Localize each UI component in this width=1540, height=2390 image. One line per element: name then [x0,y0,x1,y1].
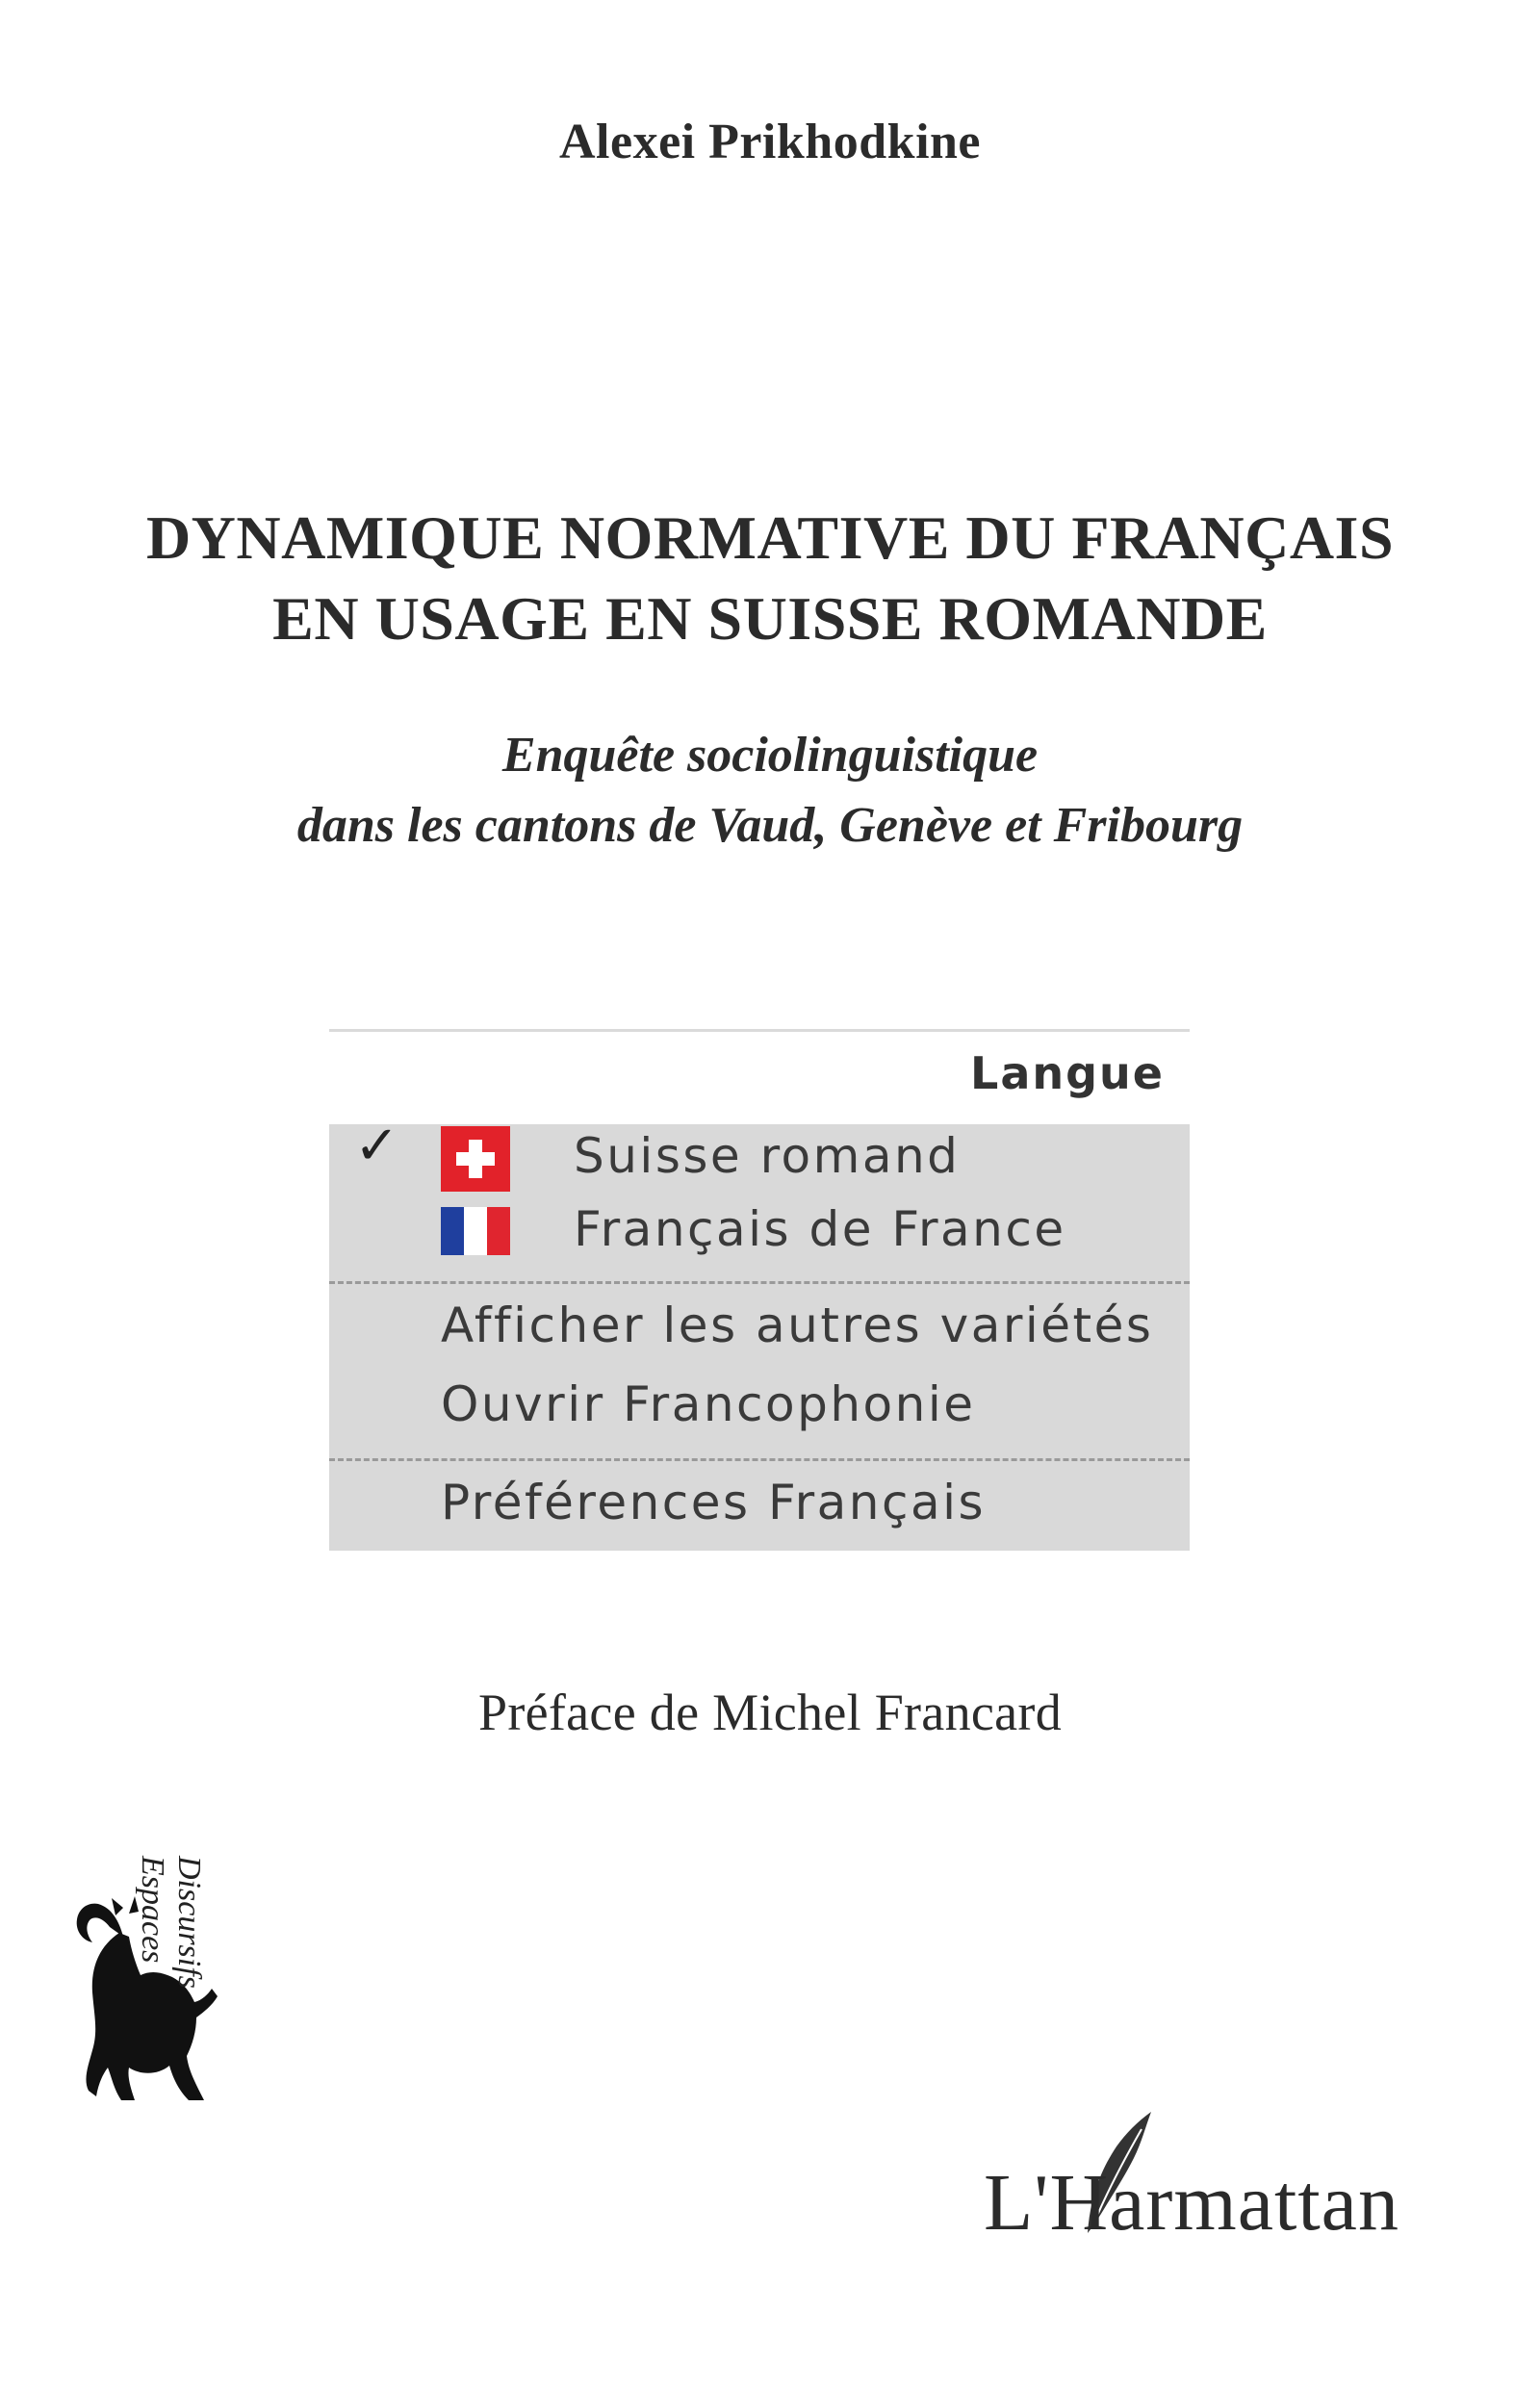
subtitle-line-2: dans les cantons de Vaud, Genève et Fribourg [296,798,1244,853]
author-name: Alexei Prikhodkine [558,115,982,169]
svg-text:Espaces: Espaces [135,1856,170,1964]
menu-item-francais-de-france[interactable]: Français de France [574,1201,1066,1257]
checkmark-icon: ✓ [354,1115,399,1177]
menu-item-afficher-autres-varietes[interactable]: Afficher les autres variétés [441,1298,1154,1353]
french-flag-icon [441,1207,510,1255]
subtitle-line-1: Enquête sociolinguistique [501,728,1039,783]
book-title-line-2: EN USAGE EN SUISSE ROMANDE [272,584,1268,653]
book-title-line-1: DYNAMIQUE NORMATIVE DU FRANÇAIS [145,503,1395,572]
svg-text:Discursifs: Discursifs [171,1856,207,1989]
menu-separator [329,1458,1190,1461]
menu-separator [329,1281,1190,1284]
preface-credit: Préface de Michel Francard [478,1683,1062,1741]
publisher-name: L'Harmattan [984,2158,1399,2248]
menu-top-rule [329,1029,1190,1032]
menu-item-suisse-romand[interactable]: Suisse romand [574,1128,961,1184]
menu-item-preferences-francais[interactable]: Préférences Français [441,1475,987,1530]
menu-item-ouvrir-francophonie[interactable]: Ouvrir Francophonie [441,1376,976,1432]
collection-logo [35,1848,227,2137]
menu-header-langue: Langue [970,1047,1165,1099]
swiss-flag-icon [441,1126,510,1192]
